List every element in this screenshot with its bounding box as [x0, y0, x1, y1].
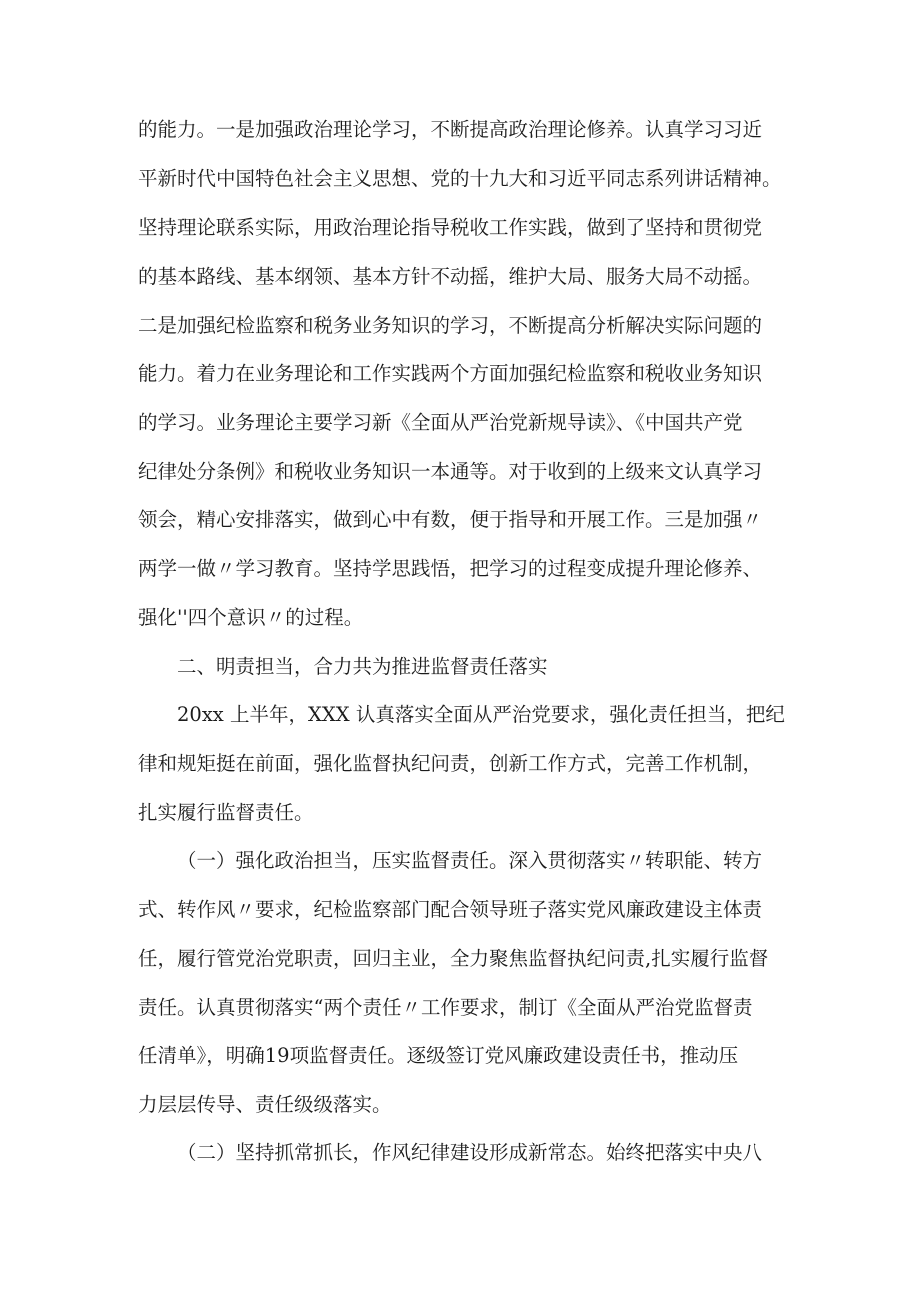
text-line: 力层层传导、责任级级落实。 [138, 1093, 392, 1116]
text-line: 任，履行管党治党职责，回归主业，全力聚焦监督执纪问责,扎实履行监督 [138, 947, 769, 970]
subsection-heading: （一）强化政治担当，压实监督责任。深入贯彻落实〃转职能、转方 [177, 849, 763, 872]
text-line: 纪律处分条例》和税收业务知识一本通等。对于收到的上级来文认真学习 [138, 460, 763, 483]
text-line: 责任。认真贯彻落实“两个责任〃工作要求，制订《全面从严治党监督责 [138, 996, 753, 1019]
text-line: 坚持理论联系实际，用政治理论指导税收工作实践，做到了坚持和贯彻党 [138, 216, 763, 239]
text-line: 的能力。一是加强政治理论学习，不断提高政治理论修养。认真学习习近 [138, 118, 763, 141]
text-line: 20xx 上半年，XXX 认真落实全面从严治党要求，强化责任担当，把纪 [177, 703, 785, 726]
text-line: 式、转作风〃要求，纪检监察部门配合领导班子落实党风廉政建设主体责 [138, 898, 763, 921]
subsection-heading: （二）坚持抓常抓长，作风纪律建设形成新常态。始终把落实中央八 [177, 1141, 763, 1164]
text-line: 平新时代中国特色社会主义思想、党的十九大和习近平同志系列讲话精神。 [138, 167, 782, 190]
text-line: 领会，精心安排落实，做到心中有数，便于指导和开展工作。三是加强〃 [138, 508, 763, 531]
text-line: 两学一做〃学习教育。坚持学思践悟，把学习的过程变成提升理论修养、 [138, 557, 763, 580]
text-line: 的基本路线、基本纲领、基本方针不动摇，维护大局、服务大局不动摇。 [138, 265, 763, 288]
text-line: 任清单》，明确19项监督责任。逐级签订党风廉政建设责任书，推动压 [138, 1044, 739, 1067]
text-line: 二是加强纪检监察和税务业务知识的学习，不断提高分析解决实际问题的 [138, 314, 763, 337]
text-line: 能力。着力在业务理论和工作实践两个方面加强纪检监察和税收业务知识 [138, 362, 763, 385]
section-heading: 二、明责担当，合力共为推进监督责任落实 [177, 655, 548, 678]
text-line: 强化''四个意识〃的过程。 [138, 606, 364, 629]
text-line: 扎实履行监督责任。 [138, 801, 314, 824]
text-line: 的学习。业务理论主要学习新《全面从严治党新规导读》、《中国共产党 [138, 411, 743, 434]
text-line: 律和规矩挺在前面，强化监督执纪问责，创新工作方式，完善工作机制， [138, 752, 763, 775]
